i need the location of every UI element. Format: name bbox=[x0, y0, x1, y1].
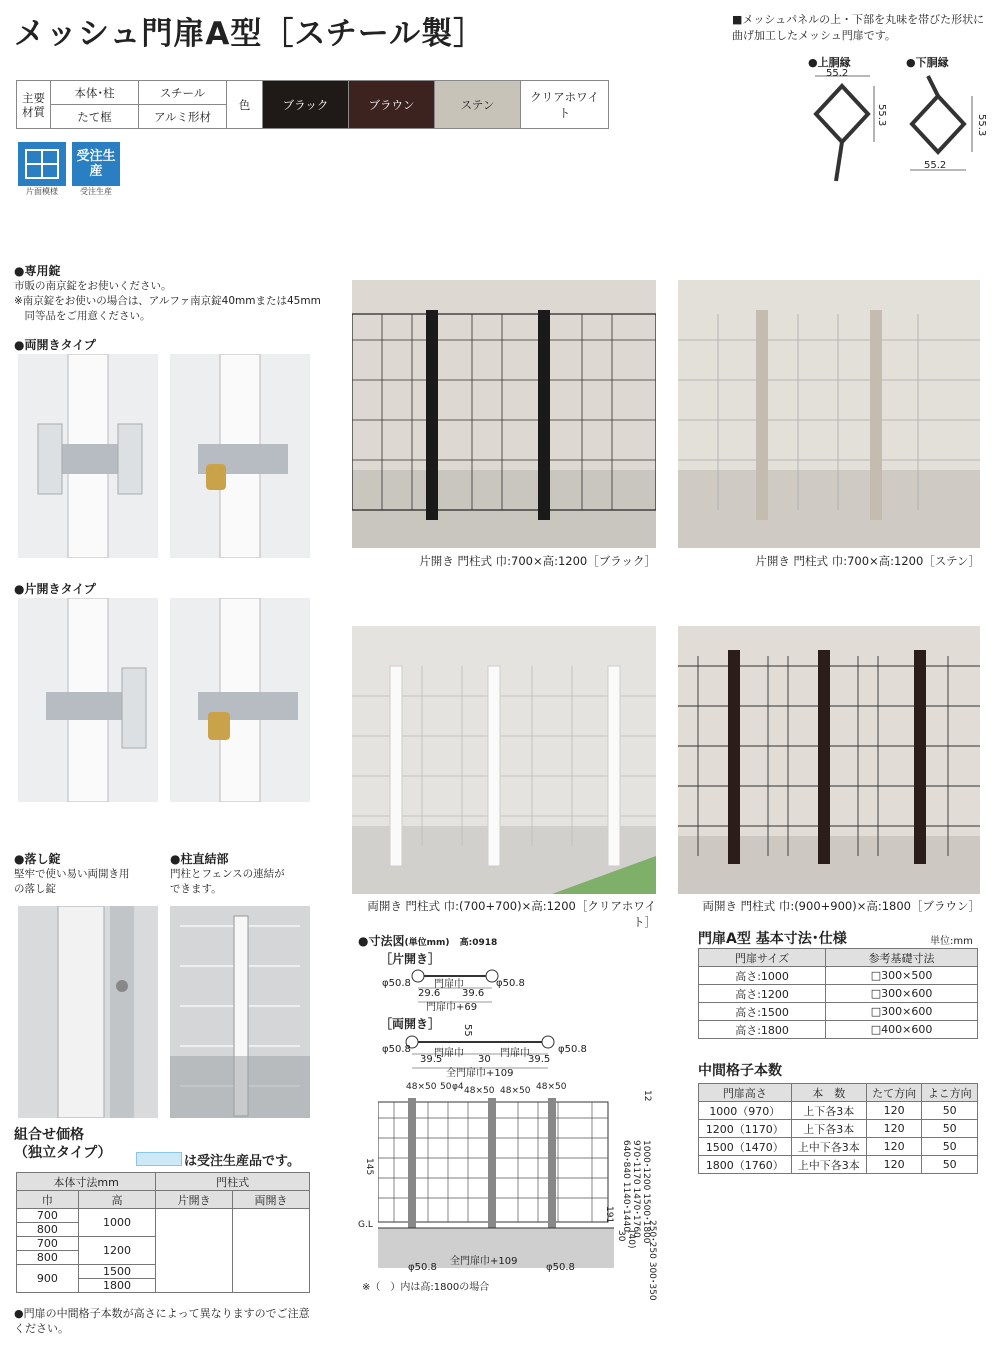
double-type-heading: ●両開きタイプ bbox=[14, 338, 96, 352]
elev-phi-left: φ50.8 bbox=[408, 1262, 437, 1273]
double-d395-right: 39.5 bbox=[528, 1054, 551, 1065]
one-side-pattern-icon bbox=[18, 142, 66, 186]
color-brown: ブラウン bbox=[349, 81, 435, 129]
double-lock-photo-2 bbox=[170, 354, 310, 558]
price-table: 本体寸法mm 門柱式 巾 高 片開き 両開き 700 1000 800 700 1200 800 900 1500 1800 bbox=[16, 1172, 310, 1293]
heights-b: 970･1170 1470･1760 bbox=[631, 1140, 641, 1238]
feature-badges bbox=[18, 142, 120, 197]
upper-width: 55.2 bbox=[826, 68, 849, 79]
single-lock-photo-2 bbox=[170, 598, 310, 802]
bottom-note: ●門扉の中間格子本数が高さによって異なりますのでご注意ください。 bbox=[14, 1307, 310, 1335]
photo-single-stain bbox=[678, 280, 980, 548]
post-joint-photo bbox=[170, 906, 310, 1118]
single-lock-photo-1 bbox=[18, 598, 158, 802]
main-material-label: 主要材質 bbox=[17, 81, 51, 129]
lower-height: 55.3 bbox=[976, 114, 987, 137]
lock-heading: ●専用錠 bbox=[14, 264, 61, 278]
basic-spec-unit: 単位:mm bbox=[930, 936, 973, 947]
lower-rail-label: ●下胴縁 bbox=[906, 56, 949, 69]
lattice-heading: 中間格子本数 bbox=[698, 1063, 782, 1079]
made-to-order-swatch bbox=[136, 1152, 182, 1166]
price-heading: 組合せ価格 （独立タイプ） bbox=[14, 1127, 112, 1161]
lattice-table: 門扉高さ 本 数 たて方向 よこ方向 1000（970） 上下各3本 120 50 1200（1170） 上下各3本 120 50 1500（1470） 上中下各3本 120 50 1800（1760） 上中下各3本 120 50 bbox=[698, 1083, 978, 1174]
top-dim-0: 48×50 bbox=[406, 1082, 437, 1092]
drop-lock-photo bbox=[18, 906, 158, 1118]
dims-double-label: ［両開き］ bbox=[380, 1017, 441, 1031]
dim-40: (40) bbox=[626, 1230, 636, 1249]
single-phi-left: φ50.8 bbox=[382, 978, 411, 989]
double-d395-left: 39.5 bbox=[420, 1054, 443, 1065]
rail-cross-section-diagram bbox=[800, 66, 990, 186]
double-d55: 55 bbox=[462, 1024, 473, 1037]
caption-double-brown: 両開き 門柱式 巾:(900+900)×高:1800［ブラウン］ bbox=[702, 899, 980, 913]
double-total: 全門扉巾+109 bbox=[446, 1068, 514, 1079]
dims-single-label: ［片開き］ bbox=[380, 952, 441, 966]
made-to-order-caption: 受注生産 bbox=[80, 187, 112, 196]
single-total: 門扉巾+69 bbox=[426, 1002, 478, 1013]
made-to-order-icon: 受注生産 bbox=[72, 142, 120, 186]
top-dim-1: 50 bbox=[440, 1082, 452, 1092]
page-title: メッシュ門扉A型［スチール製］ bbox=[14, 16, 486, 52]
double-lock-photo-1 bbox=[18, 354, 158, 558]
heights-d: 250･250 300･350 bbox=[647, 1220, 657, 1301]
dim-12: 12 bbox=[642, 1090, 652, 1102]
post-joint-heading: ●柱直結部 bbox=[170, 852, 229, 866]
top-dim-3: 48×50 bbox=[464, 1086, 495, 1096]
elev-phi-right: φ50.8 bbox=[546, 1262, 575, 1273]
double-gate-width-left: 門扉巾 bbox=[434, 1048, 464, 1059]
product-note: ■メッシュパネルの上・下部を丸味を帯びた形状に曲げ加工したメッシュ門扉です。 bbox=[732, 13, 985, 42]
heights-a: 640･840 1140･1440 bbox=[621, 1140, 631, 1233]
photo-double-brown bbox=[678, 626, 980, 894]
dim-30b: 30 bbox=[616, 1230, 626, 1242]
color-label: 色 bbox=[227, 81, 263, 129]
dim-191: 191 bbox=[604, 1206, 614, 1224]
drop-lock-text: 堅牢で使い易い両開き用 の落し錠 bbox=[14, 868, 130, 895]
basic-spec-heading: 門扉A型 基本寸法･仕様 bbox=[698, 931, 847, 947]
single-d1: 29.6 bbox=[418, 988, 441, 999]
photo-single-black bbox=[352, 280, 656, 548]
elevation-diagram bbox=[378, 1098, 614, 1274]
caption-single-stain: 片開き 門柱式 巾:700×高:1200［ステン］ bbox=[755, 554, 980, 568]
caption-single-black: 片開き 門柱式 巾:700×高:1200［ブラック］ bbox=[419, 554, 656, 568]
lower-width: 55.2 bbox=[924, 160, 947, 171]
single-d2: 39.6 bbox=[462, 988, 485, 999]
one-side-pattern-caption: 片面模様 bbox=[26, 187, 58, 196]
single-gate-width: 門扉巾 bbox=[434, 979, 464, 990]
material-aluminum: アルミ形材 bbox=[139, 105, 227, 129]
upper-rail-label: ●上胴縁 bbox=[808, 56, 851, 69]
upper-height: 55.3 bbox=[876, 104, 887, 127]
single-type-heading: ●片開きタイプ bbox=[14, 582, 96, 596]
caption-double-white: 両開き 門柱式 巾:(700+700)×高:1200［クリアホワイト］ bbox=[367, 899, 656, 929]
top-dim-4: 48×50 bbox=[500, 1086, 531, 1096]
part-body: 本体･柱 bbox=[51, 81, 139, 105]
part-frame: たて框 bbox=[51, 105, 139, 129]
top-dim-5: 48×50 bbox=[536, 1082, 567, 1092]
single-phi-right: φ50.8 bbox=[496, 978, 525, 989]
dim-145: 145 bbox=[364, 1158, 374, 1176]
ground-level: G.L bbox=[358, 1220, 373, 1230]
top-dim-2: φ4 bbox=[452, 1082, 464, 1092]
elev-total: 全門扉巾+109 bbox=[450, 1256, 518, 1267]
dims-heading: ●寸法図(単位mm) 高:0918 bbox=[358, 934, 498, 948]
color-black: ブラック bbox=[263, 81, 349, 129]
double-gate-width-right: 門扉巾 bbox=[500, 1048, 530, 1059]
heights-c: 1000･1200 1500･1800 bbox=[641, 1140, 651, 1244]
double-d30: 30 bbox=[478, 1054, 491, 1065]
material-spec-table bbox=[16, 80, 609, 129]
basic-spec-table: 門扉サイズ 参考基礎寸法 高さ:1000 □300×500 高さ:1200 □300×600 高さ:1500 □300×600 高さ:1800 □400×600 bbox=[698, 948, 978, 1039]
lock-text: 市販の南京錠をお使いください。 ※南京錠をお使いの場合は、アルファ南京錠40mmまたは45mm 同等品をご用意ください。 bbox=[14, 280, 321, 322]
post-joint-text: 門柱とフェンスの連結が できます。 bbox=[170, 868, 285, 895]
material-steel: スチール bbox=[139, 81, 227, 105]
double-phi-right: φ50.8 bbox=[558, 1044, 587, 1055]
dims-footnote: ※（ ）内は高:1800の場合 bbox=[362, 1282, 490, 1293]
drop-lock-heading: ●落し錠 bbox=[14, 852, 61, 866]
double-phi-left: φ50.8 bbox=[382, 1044, 411, 1055]
price-legend: は受注生産品です。 bbox=[184, 1154, 300, 1169]
color-stain: ステン bbox=[435, 81, 521, 129]
color-clear-white: クリアホワイト bbox=[521, 81, 609, 129]
photo-double-white bbox=[352, 626, 656, 894]
